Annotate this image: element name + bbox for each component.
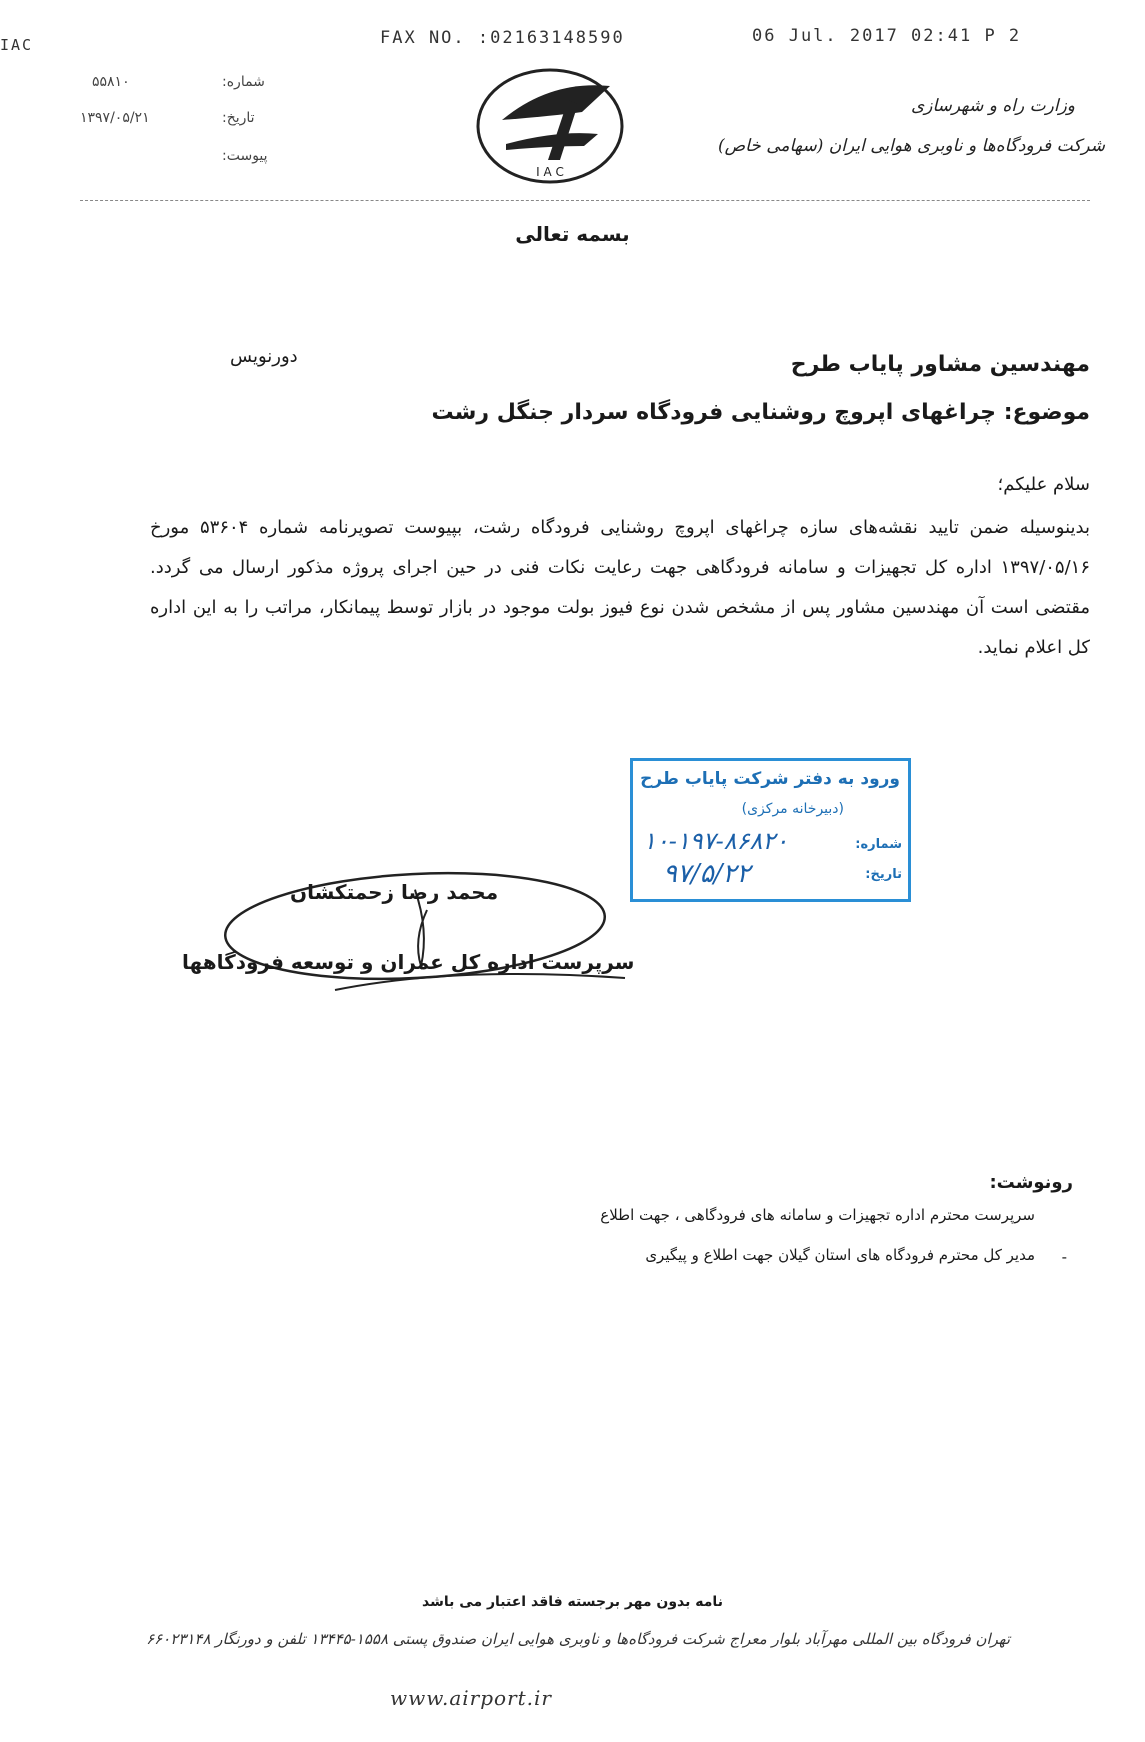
subject: موضوع: چراغهای اپروچ روشنایی فرودگاه سردار جنگل رشت <box>431 400 1090 425</box>
letter-body: بدینوسیله ضمن تایید نقشه‌های سازه چراغهای اپروچ روشنایی فرودگاه رشت، بپیوست تصویرنامه شماره ۵۳۶۰۴ مورخ ۱۳۹۷/۰۵/۱۶ اداره کل تجهیزات و سامانه فرودگاهی جهت رعایت نکات فنی در حین اجرای پروژه مذکور ارسال می گردد. مقتضی است آن مهندسین مشاور پس از مشخص شدن نوع فیوز بولت موجود در بازار توسط پیمانکار، مراتب را به این اداره کل اعلام نماید. <box>150 517 1090 658</box>
company-logo-icon <box>472 60 628 190</box>
greeting: سلام علیکم؛ <box>997 474 1090 495</box>
stamp-date-value: ۹۷/۵/۲۲ <box>663 859 751 889</box>
letter-date-value: ۱۳۹۷/۰۵/۲۱ <box>80 110 150 126</box>
letter-date-label: تاریخ: <box>222 110 255 126</box>
recipient: مهندسین مشاور پایاب طرح <box>790 352 1090 377</box>
cc-item: مدیر کل محترم فرودگاه های استان گیلان جهت اطلاع و پیگیری <box>645 1246 1035 1264</box>
fax-datetime-page: 06 Jul. 2017 02:41 P 2 <box>752 26 1022 46</box>
header-divider <box>80 200 1090 201</box>
footer-address: تهران فرودگاه بین المللی مهرآباد بلوار معراج شرکت فرودگاه‌ها و ناوبری هوایی ایران صندوق پستی ۱۵۵۸-۱۳۴۴۵ تلفن و دورنگار ۶۶۰۲۳۱۴۸ <box>146 1630 1010 1648</box>
cc-item: سرپرست محترم اداره تجهیزات و سامانه های فرودگاهی ، جهت اطلاع <box>600 1206 1035 1224</box>
signer-name: محمد رضا زحمتکشان <box>290 880 499 904</box>
stamp-title: ورود به دفتر شرکت پایاب طرح <box>640 769 900 789</box>
stamp-number-label: شماره: <box>855 837 902 852</box>
org-company: شرکت فرودگاه‌ها و ناوبری هوایی ایران (سهامی خاص) <box>717 136 1105 156</box>
signer-title: سرپرست اداره کل عمران و توسعه فرودگاهها <box>182 950 635 974</box>
letter-number-value: ۵۵۸۱۰ <box>92 74 130 90</box>
footer-note: نامه بدون مهر برجسته فاقد اعتبار می باشد <box>422 1594 723 1610</box>
basmala: بسمه تعالی <box>515 222 630 246</box>
fax-number: FAX NO. :02163148590 <box>380 28 625 48</box>
logo-letters: I A C <box>536 165 564 179</box>
cc-heading: رونوشت: <box>989 1172 1073 1193</box>
letter-attachment-label: پیوست: <box>222 148 268 164</box>
stamp-subtitle: (دبیرخانه مرکزی) <box>741 801 844 817</box>
fax-header <box>0 22 1145 52</box>
footer-website: www.airport.ir <box>390 1686 552 1710</box>
letter-number-label: شماره: <box>222 74 265 90</box>
fax-left-code: IAC <box>0 36 34 54</box>
stamp-date-label: تاریخ: <box>865 867 902 882</box>
fax-note: دورنویس <box>230 346 298 367</box>
cc-bullet: - <box>1061 1248 1067 1266</box>
org-ministry: وزارت راه و شهرسازی <box>910 96 1075 116</box>
stamp-number-value: ۱۰-۱۹۷-۸۶۸۲۰ <box>643 827 789 855</box>
receipt-stamp <box>630 758 911 902</box>
